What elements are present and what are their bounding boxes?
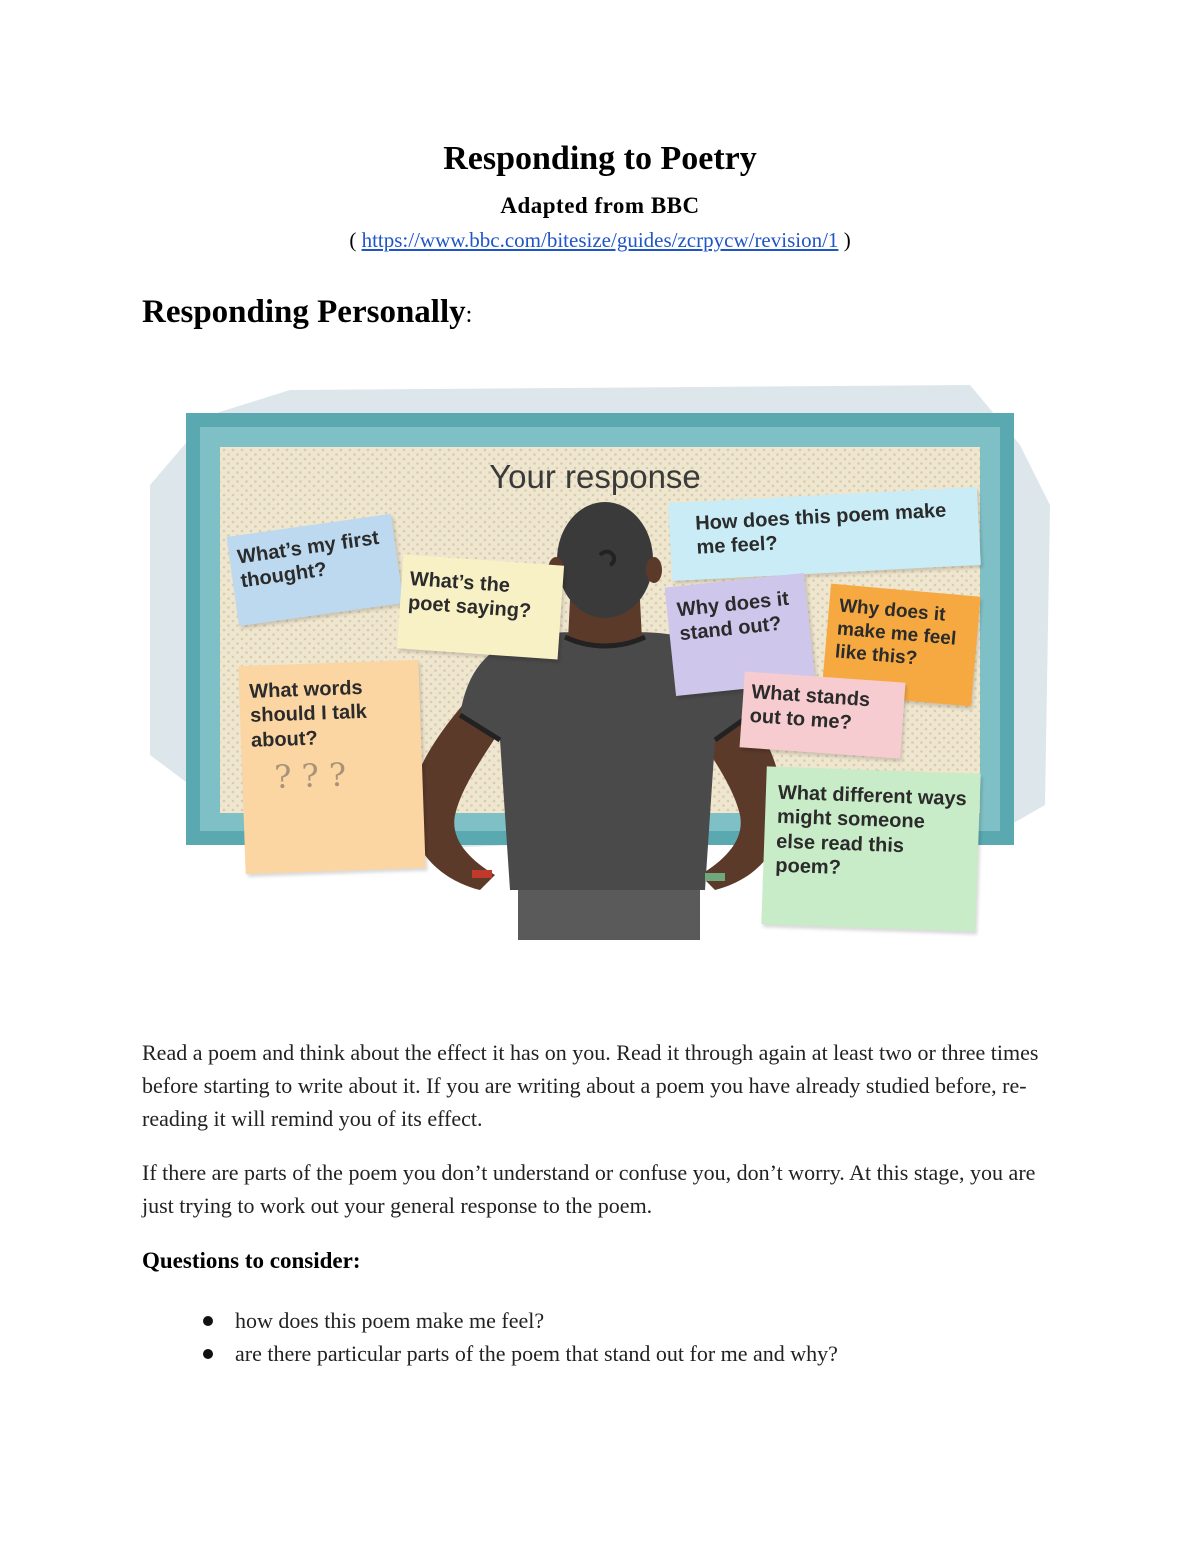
- bullet-icon: [203, 1349, 213, 1359]
- note-what-words-text: What words should I talk about?: [248, 676, 368, 752]
- ear-right: [646, 557, 662, 583]
- note-poet-saying: What’s the poet saying?: [397, 554, 564, 659]
- source-line: [0, 228, 1200, 253]
- note-how-feel: How does this poem make me feel?: [668, 487, 981, 581]
- paragraph-dont-worry: If there are parts of the poem you don’t understand or confuse you, don’t worry. At this stage, you are just trying to work out your general response to the poem.: [142, 1160, 1036, 1218]
- list-item: [200, 1337, 838, 1370]
- paragraph-read-poem: Read a poem and think about the effect it has on you. Read it through again at least two or three times before starting to write about it. If you are writing about a poem you have already studied before, re-reading it will remind you of its effect.: [142, 1040, 1039, 1131]
- section-heading: [142, 294, 472, 331]
- note-what-words: [238, 660, 425, 874]
- section-heading-text: Responding Personally: [142, 294, 466, 330]
- page-title: Responding to Poetry: [443, 140, 757, 177]
- note-why-feel: Why does it make me feel like this?: [821, 584, 980, 707]
- head: [557, 502, 653, 618]
- questions-list: [200, 1304, 838, 1370]
- page-subtitle: Adapted from BBC: [500, 193, 700, 218]
- board-title: Your response: [489, 458, 701, 495]
- note-stands-out: What stands out to me?: [740, 671, 906, 758]
- list-item: [200, 1304, 838, 1337]
- question-text: are there particular parts of the poem that stand out for me and why?: [235, 1341, 838, 1366]
- source-open-paren: (: [349, 228, 362, 252]
- response-board-illustration: [150, 385, 1050, 945]
- section-heading-colon: :: [465, 302, 473, 328]
- question-marks-decoration: ? ? ?: [273, 755, 347, 797]
- bracelet-right: [705, 873, 725, 881]
- source-close-paren: ): [838, 228, 851, 252]
- questions-heading: Questions to consider:: [142, 1248, 361, 1273]
- note-first-thought: What’s my first thought?: [227, 514, 404, 626]
- pants: [518, 890, 700, 940]
- bullet-icon: [203, 1316, 213, 1326]
- bracelet-left: [472, 870, 492, 878]
- question-text: how does this poem make me feel?: [235, 1308, 545, 1333]
- note-why-stand-out: Why does it stand out?: [665, 573, 816, 696]
- source-link[interactable]: https://www.bbc.com/bitesize/guides/zcrpycw/revision/1: [361, 228, 839, 252]
- note-different-ways: What different ways might someone else read this poem?: [761, 766, 980, 931]
